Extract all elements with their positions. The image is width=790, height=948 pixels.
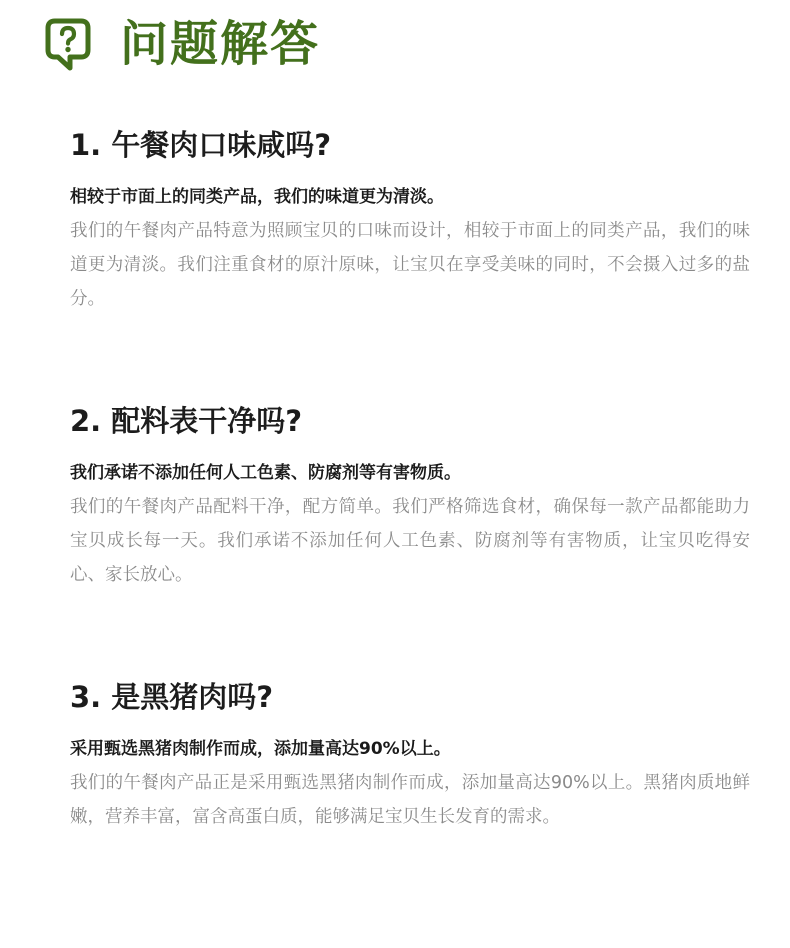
faq-item bbox=[70, 677, 750, 834]
faq-summary: 我们承诺不添加任何人工色素、防腐剂等有害物质。 bbox=[70, 463, 461, 483]
faq-item bbox=[70, 125, 750, 316]
faq-answer: 我们的午餐肉产品正是采用甄选黑猪肉制作而成，添加量高达90%以上。黑猪肉质地鲜嫩，营养丰富，富含高蛋白质，能够满足宝贝生长发育的需求。 bbox=[70, 773, 750, 827]
faq-question: 1. 午餐肉口味咸吗? bbox=[70, 128, 332, 162]
faq-question: 3. 是黑猪肉吗? bbox=[70, 680, 274, 714]
section-header bbox=[44, 14, 320, 74]
faq-item bbox=[70, 401, 750, 592]
faq-answer: 我们的午餐肉产品特意为照顾宝贝的口味而设计，相较于市面上的同类产品，我们的味道更为清淡。我们注重食材的原汁原味，让宝贝在享受美味的同时，不会摄入过多的盐分。 bbox=[70, 221, 750, 309]
faq-answer: 我们的午餐肉产品配料干净，配方简单。我们严格筛选食材，确保每一款产品都能助力宝贝成长每一天。我们承诺不添加任何人工色素、防腐剂等有害物质，让宝贝吃得安心、家长放心。 bbox=[70, 497, 750, 585]
faq-summary: 相较于市面上的同类产品，我们的味道更为清淡。 bbox=[70, 187, 444, 207]
page-title: 问题解答 bbox=[120, 16, 321, 72]
faq-question: 2. 配料表干净吗? bbox=[70, 404, 303, 438]
faq-summary: 采用甄选黑猪肉制作而成，添加量高达90%以上。 bbox=[70, 739, 451, 759]
question-bubble-icon bbox=[44, 16, 92, 72]
